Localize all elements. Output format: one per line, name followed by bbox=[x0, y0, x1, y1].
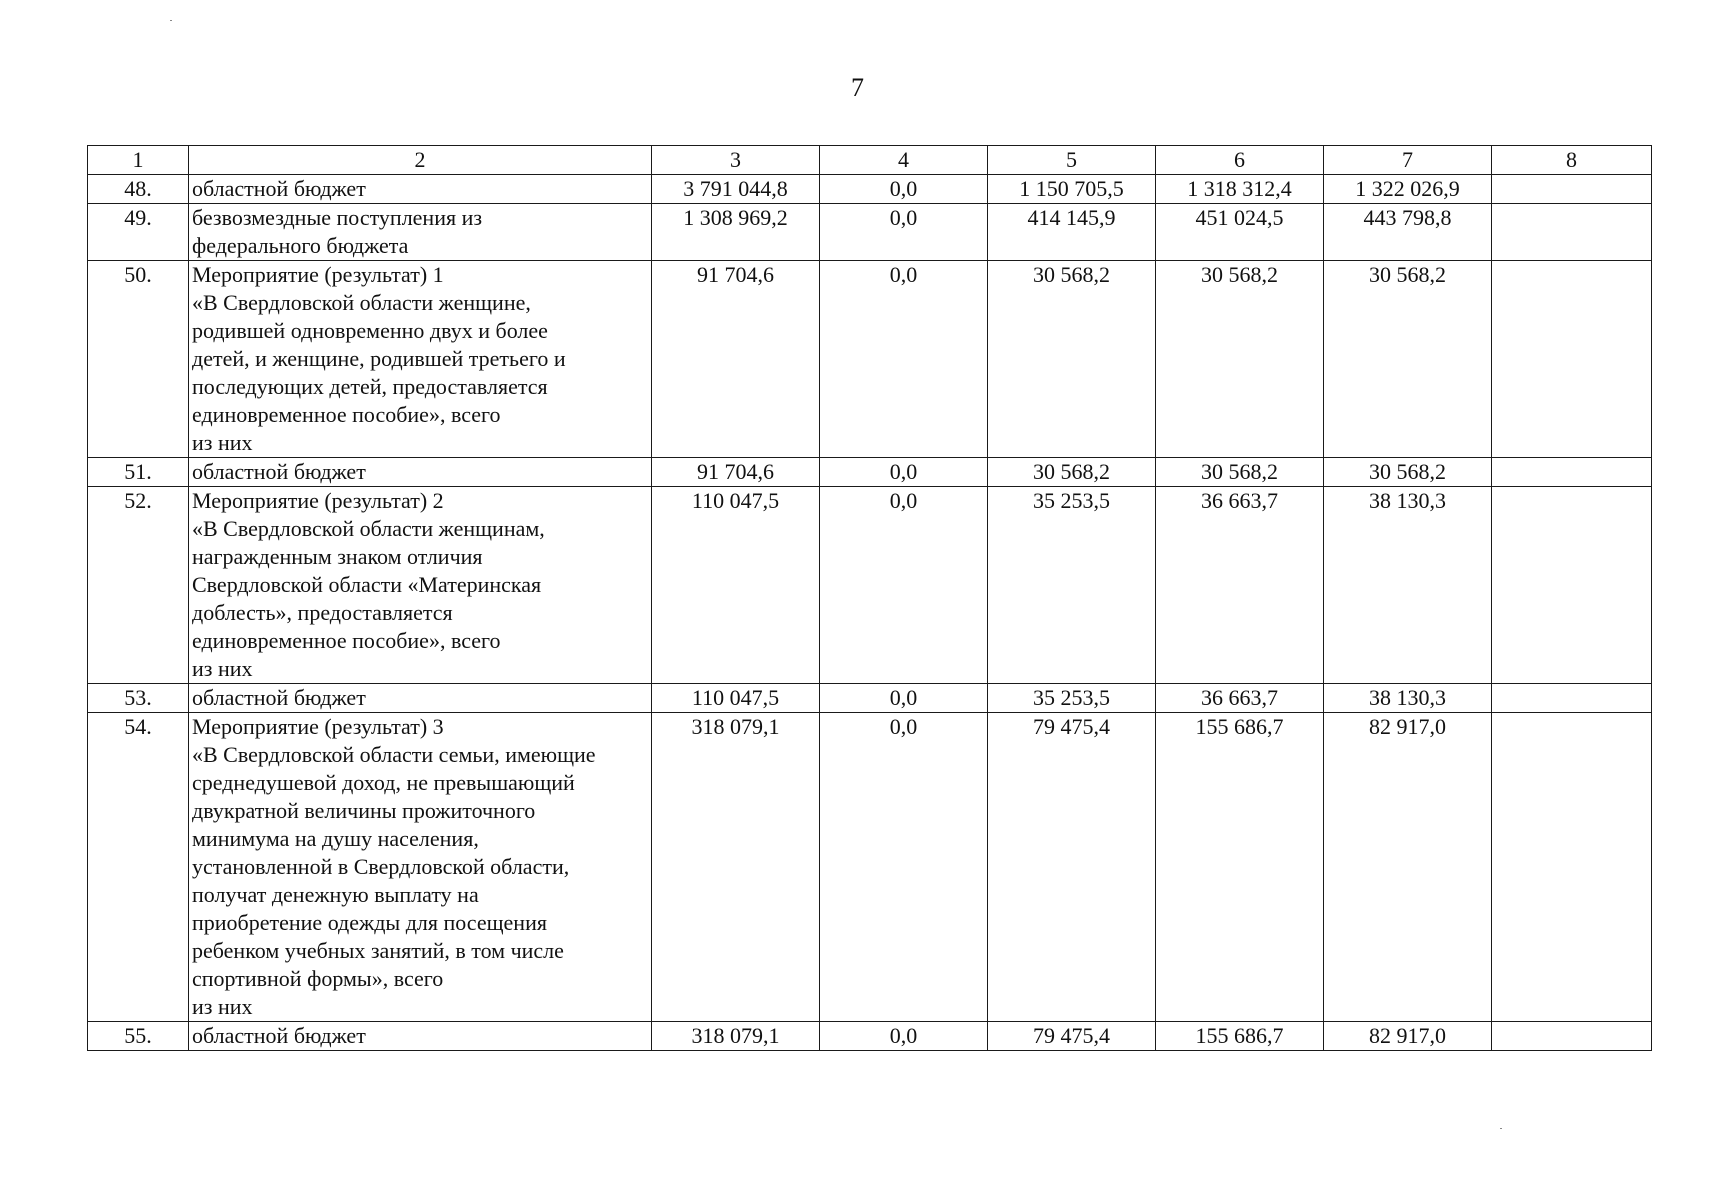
column-header: 4 bbox=[820, 146, 988, 175]
row-description: областной бюджет bbox=[189, 684, 652, 713]
cell-col-6: 30 568,2 bbox=[1156, 261, 1324, 458]
cell-col-6: 1 318 312,4 bbox=[1156, 175, 1324, 204]
cell-col-3: 91 704,6 bbox=[652, 261, 820, 458]
cell-col-7: 1 322 026,9 bbox=[1324, 175, 1492, 204]
cell-col-8 bbox=[1492, 261, 1652, 458]
scan-speck bbox=[1500, 1128, 1502, 1129]
row-description: Мероприятие (результат) 3 «В Свердловской области семьи, имеющие среднедушевой доход, не превышающий двукратной величины прожиточного минимума на душу населения, установленной в Свердловской области, получат денежную выплату на приобретение одежды для посещения ребенком учебных занятий, в том числе спортивной формы», всего из них bbox=[189, 713, 652, 1022]
cell-col-4: 0,0 bbox=[820, 261, 988, 458]
table-row bbox=[88, 458, 1652, 487]
table-row bbox=[88, 175, 1652, 204]
cell-col-3: 1 308 969,2 bbox=[652, 204, 820, 261]
cell-col-8 bbox=[1492, 458, 1652, 487]
row-description: безвозмездные поступления из федерального бюджета bbox=[189, 204, 652, 261]
table-row bbox=[88, 713, 1652, 1022]
cell-col-5: 1 150 705,5 bbox=[988, 175, 1156, 204]
scan-speck bbox=[170, 20, 172, 21]
column-header: 6 bbox=[1156, 146, 1324, 175]
cell-col-5: 79 475,4 bbox=[988, 1022, 1156, 1051]
cell-col-8 bbox=[1492, 713, 1652, 1022]
column-header: 2 bbox=[189, 146, 652, 175]
cell-col-8 bbox=[1492, 204, 1652, 261]
table-row bbox=[88, 1022, 1652, 1051]
cell-col-4: 0,0 bbox=[820, 684, 988, 713]
row-number: 53. bbox=[88, 684, 189, 713]
column-header: 7 bbox=[1324, 146, 1492, 175]
row-number: 51. bbox=[88, 458, 189, 487]
row-description: Мероприятие (результат) 1 «В Свердловской области женщине, родившей одновременно двух и более детей, и женщине, родившей третьего и последующих детей, предоставляется единовременное пособие», всего из них bbox=[189, 261, 652, 458]
cell-col-6: 155 686,7 bbox=[1156, 713, 1324, 1022]
cell-col-8 bbox=[1492, 684, 1652, 713]
cell-col-3: 3 791 044,8 bbox=[652, 175, 820, 204]
column-header: 3 bbox=[652, 146, 820, 175]
cell-col-3: 318 079,1 bbox=[652, 713, 820, 1022]
cell-col-7: 443 798,8 bbox=[1324, 204, 1492, 261]
row-number: 50. bbox=[88, 261, 189, 458]
cell-col-7: 38 130,3 bbox=[1324, 684, 1492, 713]
column-header: 5 bbox=[988, 146, 1156, 175]
cell-col-5: 414 145,9 bbox=[988, 204, 1156, 261]
cell-col-6: 30 568,2 bbox=[1156, 458, 1324, 487]
cell-col-6: 36 663,7 bbox=[1156, 487, 1324, 684]
cell-col-4: 0,0 bbox=[820, 1022, 988, 1051]
cell-col-3: 110 047,5 bbox=[652, 684, 820, 713]
cell-col-3: 110 047,5 bbox=[652, 487, 820, 684]
cell-col-3: 91 704,6 bbox=[652, 458, 820, 487]
row-description: областной бюджет bbox=[189, 175, 652, 204]
row-number: 55. bbox=[88, 1022, 189, 1051]
row-number: 48. bbox=[88, 175, 189, 204]
cell-col-8 bbox=[1492, 487, 1652, 684]
cell-col-7: 82 917,0 bbox=[1324, 1022, 1492, 1051]
cell-col-5: 30 568,2 bbox=[988, 458, 1156, 487]
cell-col-5: 35 253,5 bbox=[988, 684, 1156, 713]
header-row bbox=[88, 146, 1652, 175]
row-description: областной бюджет bbox=[189, 1022, 652, 1051]
cell-col-6: 36 663,7 bbox=[1156, 684, 1324, 713]
cell-col-5: 35 253,5 bbox=[988, 487, 1156, 684]
cell-col-8 bbox=[1492, 1022, 1652, 1051]
cell-col-6: 451 024,5 bbox=[1156, 204, 1324, 261]
cell-col-4: 0,0 bbox=[820, 487, 988, 684]
table-row bbox=[88, 487, 1652, 684]
cell-col-7: 30 568,2 bbox=[1324, 261, 1492, 458]
cell-col-5: 30 568,2 bbox=[988, 261, 1156, 458]
cell-col-4: 0,0 bbox=[820, 204, 988, 261]
page-number: 7 bbox=[851, 73, 864, 102]
table-row bbox=[88, 204, 1652, 261]
cell-col-4: 0,0 bbox=[820, 458, 988, 487]
row-description: областной бюджет bbox=[189, 458, 652, 487]
row-description: Мероприятие (результат) 2 «В Свердловской области женщинам, награжденным знаком отличия Свердловской области «Материнская доблесть», предоставляется единовременное пособие», всего из них bbox=[189, 487, 652, 684]
column-header: 1 bbox=[88, 146, 189, 175]
cell-col-7: 82 917,0 bbox=[1324, 713, 1492, 1022]
row-number: 49. bbox=[88, 204, 189, 261]
cell-col-4: 0,0 bbox=[820, 713, 988, 1022]
cell-col-6: 155 686,7 bbox=[1156, 1022, 1324, 1051]
cell-col-7: 30 568,2 bbox=[1324, 458, 1492, 487]
column-header: 8 bbox=[1492, 146, 1652, 175]
budget-table bbox=[87, 145, 1652, 1051]
cell-col-5: 79 475,4 bbox=[988, 713, 1156, 1022]
table-row bbox=[88, 261, 1652, 458]
cell-col-8 bbox=[1492, 175, 1652, 204]
cell-col-4: 0,0 bbox=[820, 175, 988, 204]
row-number: 52. bbox=[88, 487, 189, 684]
cell-col-3: 318 079,1 bbox=[652, 1022, 820, 1051]
table-row bbox=[88, 684, 1652, 713]
row-number: 54. bbox=[88, 713, 189, 1022]
cell-col-7: 38 130,3 bbox=[1324, 487, 1492, 684]
